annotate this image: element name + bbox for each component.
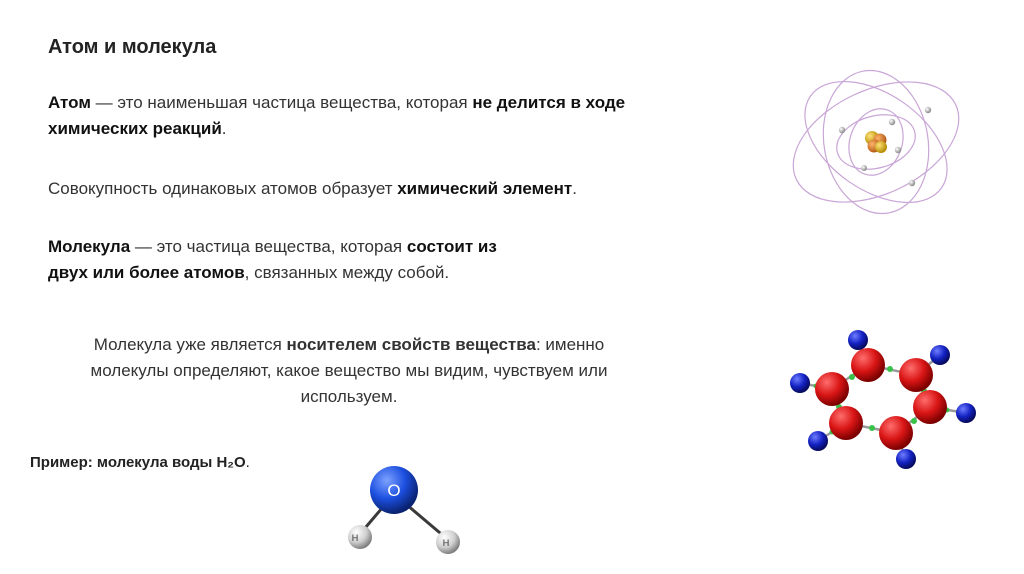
molecule-definition-bold-2: двух или более атомов — [48, 263, 245, 282]
atom-definition-end: . — [221, 119, 227, 138]
molecule-definition-text: — это частица вещества, которая — [130, 237, 407, 256]
element-definition — [48, 176, 688, 202]
water-molecule-illustration — [340, 458, 470, 568]
molecule-term: Молекула — [48, 237, 131, 256]
atom-definition-bold: не делится в ходе химических реакций — [48, 93, 626, 138]
molecule-carrier-statement — [60, 332, 638, 410]
carrier-text-end: : именно молекулы определяют, какое вещество мы видим, чувствуем или используем. — [90, 335, 608, 406]
molecule-definition — [48, 234, 608, 286]
atom-term: Атом — [48, 93, 91, 112]
hydrogen-label-right: H — [442, 538, 450, 548]
oxygen-label: O — [387, 481, 401, 500]
hydrogen-atoms — [790, 330, 976, 469]
element-term: химический элемент — [397, 179, 573, 198]
example-tail: . — [245, 454, 250, 471]
slide-title: Атом и молекула — [48, 36, 217, 58]
element-definition-end: . — [572, 179, 577, 198]
ring-molecule-illustration — [782, 325, 987, 475]
example-label: Пример: молекула воды H₂O — [30, 454, 246, 471]
water-example — [30, 454, 250, 471]
hydrogen-label-left: H — [351, 533, 359, 543]
carbon-atoms — [815, 348, 947, 450]
atom-definition — [48, 90, 668, 142]
carrier-text-start: Молекула уже является — [93, 335, 287, 354]
nucleus — [865, 131, 887, 153]
atom-definition-text: — это наименьшая частица вещества, которая — [90, 93, 473, 112]
molecule-definition-bold-1: состоит из — [406, 237, 497, 256]
carrier-bold: носителем свойств вещества — [286, 335, 536, 354]
atom-illustration — [780, 50, 980, 225]
molecule-definition-end: , связанных между собой. — [244, 263, 450, 282]
element-definition-text: Совокупность одинаковых атомов образует — [48, 179, 398, 198]
